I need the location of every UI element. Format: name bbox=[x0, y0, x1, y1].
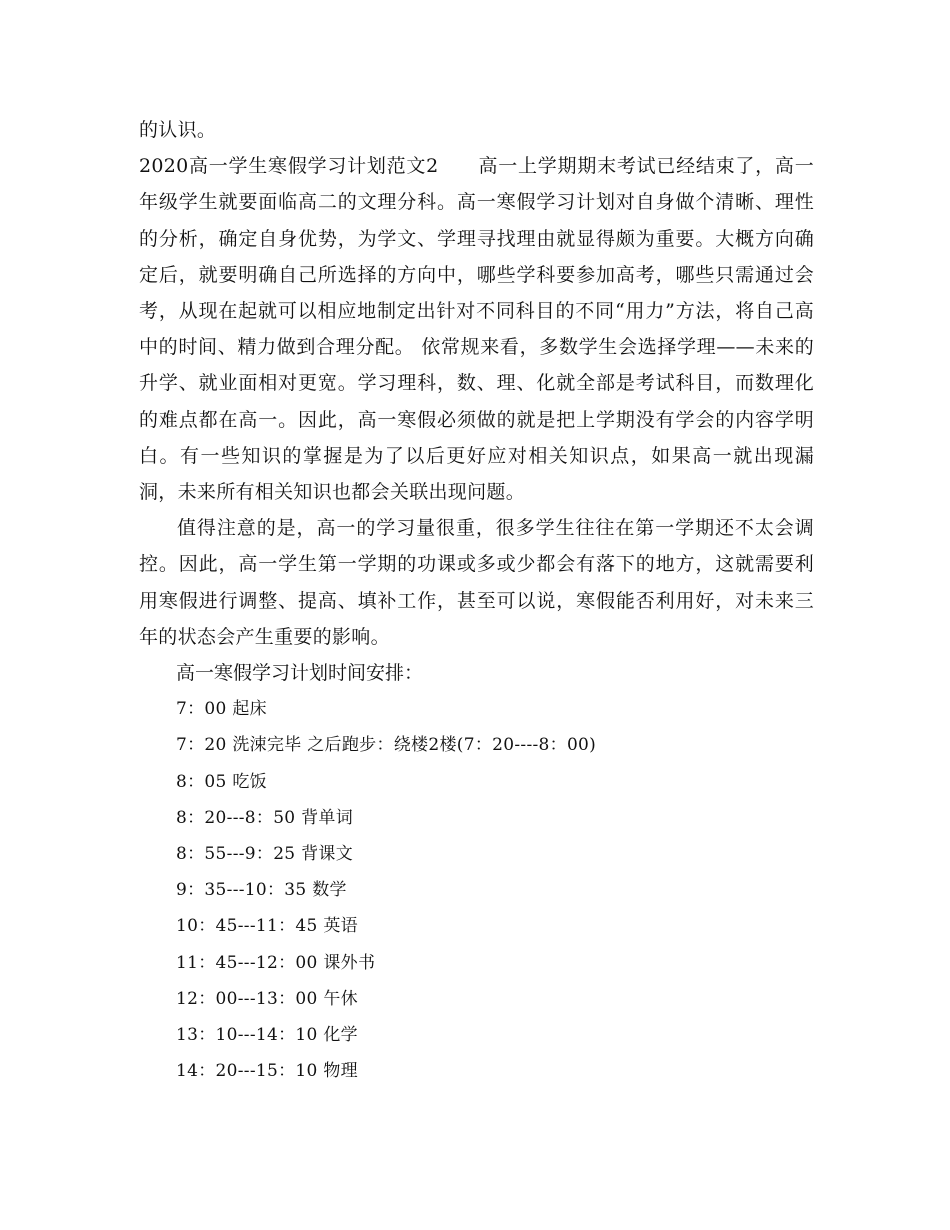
schedule-item: 7：00 起床 bbox=[176, 699, 267, 720]
schedule-item: 10：45---11：45 英语 bbox=[176, 916, 358, 937]
schedule-item: 13：10---14：10 化学 bbox=[176, 1025, 358, 1046]
schedule-item: 14：20---15：10 物理 bbox=[176, 1061, 358, 1082]
paragraph-notice: 值得注意的是，高一的学习量很重，很多学生往往在第一学期还不太会调控。因此，高一学生第一学期的功课或多或少都会有落下的地方，这就需要利用寒假进行调整、提高、填补工作，甚至可以说，寒假能否利用好，对未来三年的状态会产生重要的影响。 bbox=[139, 517, 814, 648]
schedule-item: 8：20---8：50 背单词 bbox=[176, 807, 354, 828]
document-body bbox=[139, 112, 814, 1089]
schedule-list bbox=[139, 691, 814, 1089]
schedule-item: 12：00---13：00 午休 bbox=[176, 988, 358, 1009]
paragraph-continuation: 的认识。 bbox=[139, 119, 217, 141]
schedule-item: 8：55---9：25 背课文 bbox=[176, 844, 354, 865]
schedule-heading: 高一寒假学习计划时间安排： bbox=[176, 662, 424, 685]
schedule-item: 9：35---10：35 数学 bbox=[176, 880, 347, 901]
schedule-item: 8：05 吃饭 bbox=[176, 771, 267, 792]
paragraph-plan-intro: 2020高一学生寒假学习计划范文2 高一上学期期末考试已经结束了，高一年级学生就要面临高二的文理分科。高一寒假学习计划对自身做个清晰、理性的分析，确定自身优势，为学文、学理寻找理由就显得颇为重要。大概方向确定后，就要明确自己所选择的方向中，哪些学科要参加高考，哪些只需通过会考，从现在起就可以相应地制定出针对不同科目的不同“用力”方法，将自己高中的时间、精力做到合理分配。 依常规来看，多数学生会选择学理——未来的升学、就业面相对更宽。学习理科，数、理、化就全部是考试科目，而数理化的难点都在高一。因此，高一寒假必须做的就是把上学期没有学会的内容学明白。有一些知识的掌握是为了以后更好应对相关知识点，如果高一就出现漏洞，未来所有相关知识也都会关联出现问题。 bbox=[139, 155, 814, 504]
schedule-item: 11：45---12：00 课外书 bbox=[176, 952, 376, 973]
schedule-item: 7：20 洗涑完毕 之后跑步：绕楼2楼(7：20----8：00) bbox=[176, 735, 597, 756]
